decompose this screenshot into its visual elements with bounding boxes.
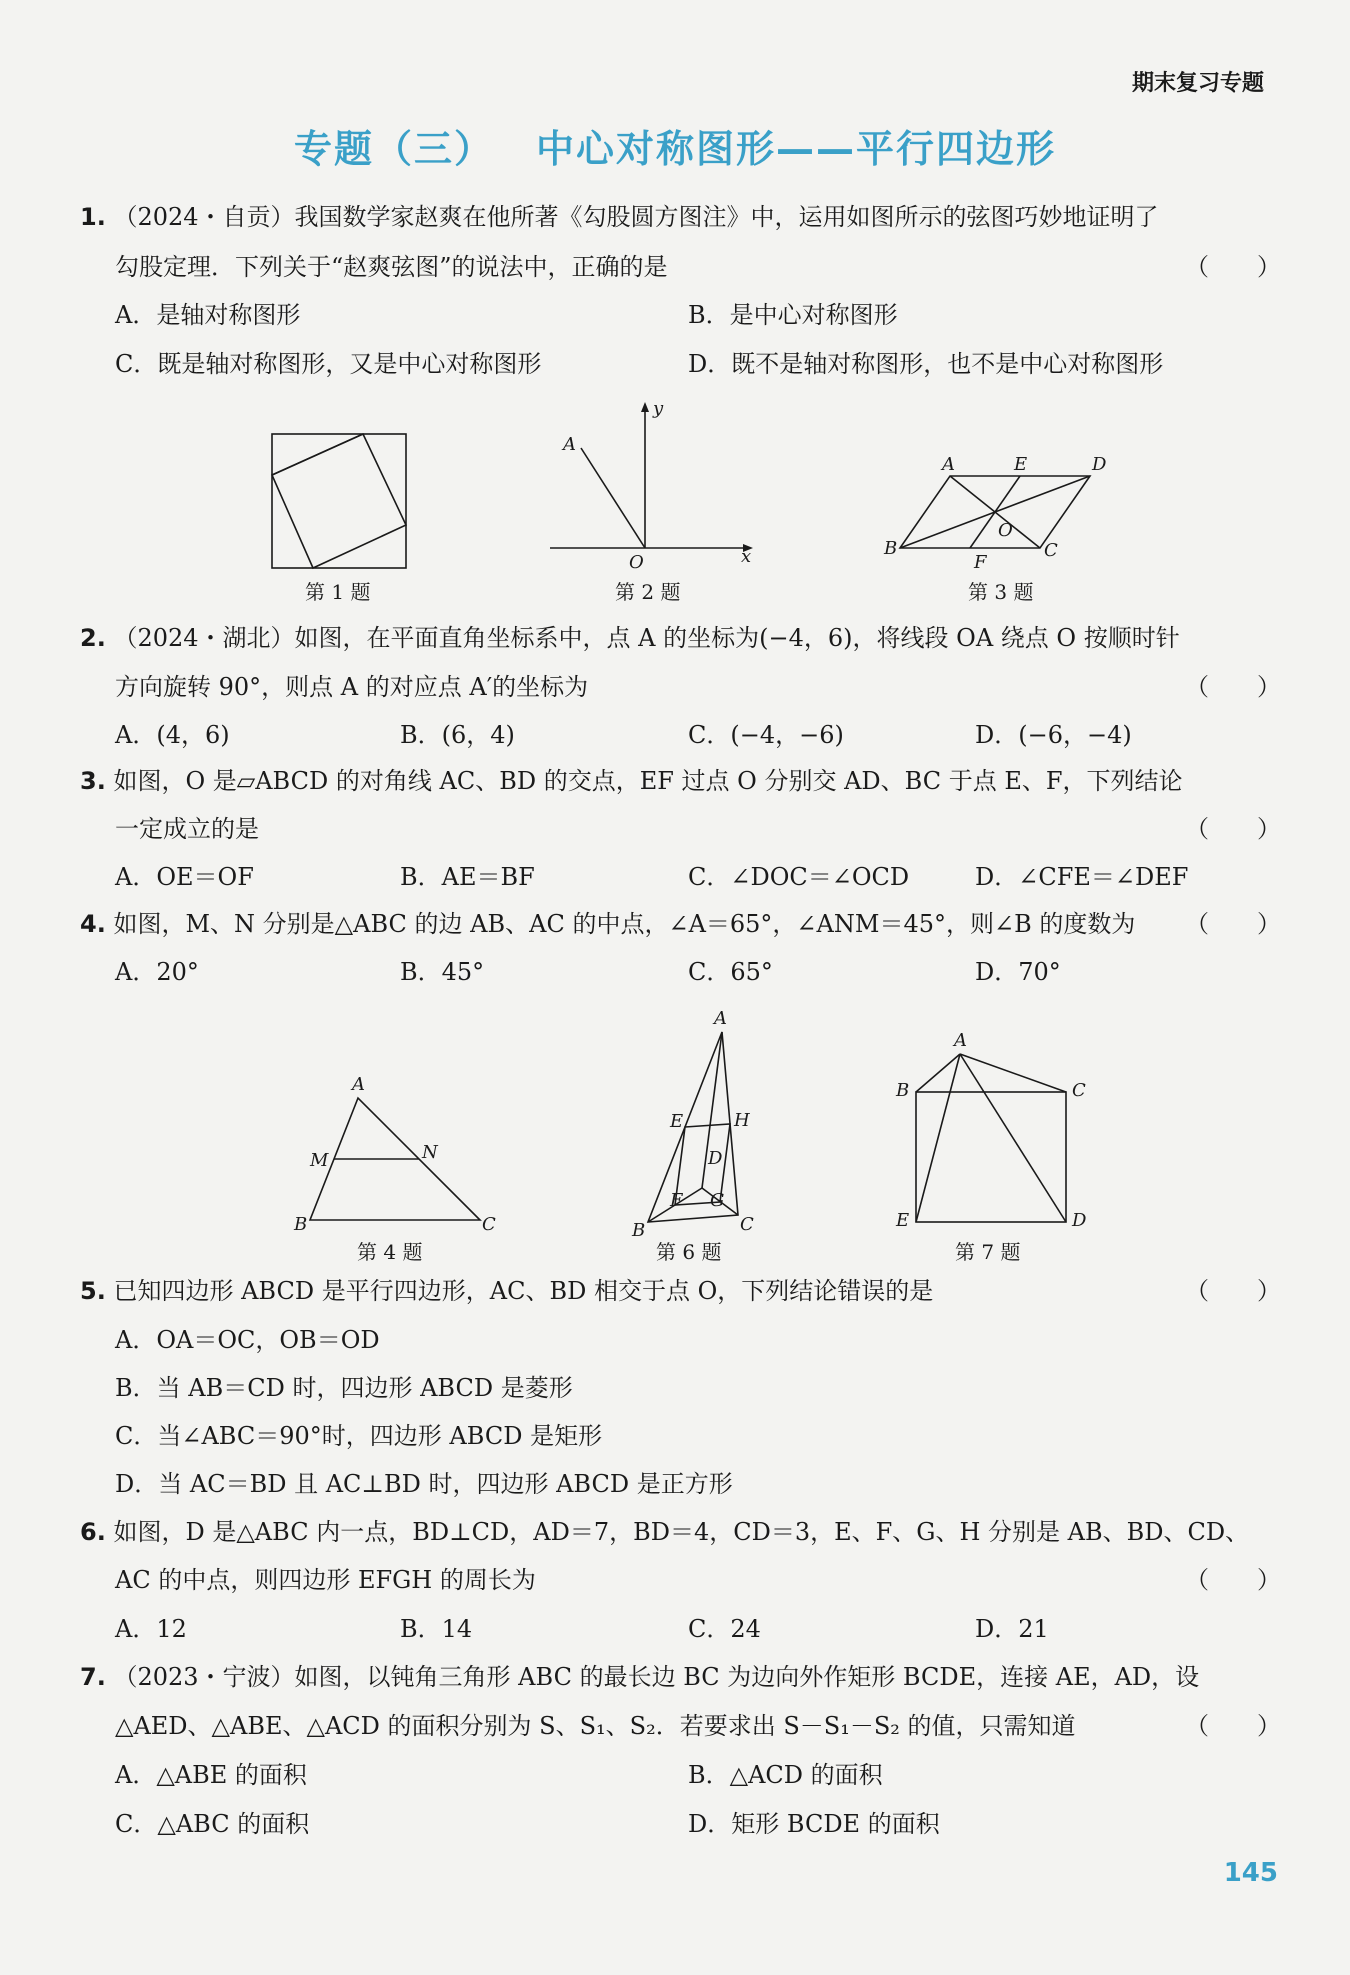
question-text: 如图，O 是▱ABCD 的对角线 AC、BD 的交点，EF 过点 O 分别交 AD、BC 于点 E、F，下列结论	[113, 767, 1183, 795]
fig3-label-f: F	[974, 552, 987, 573]
q6-option-b: B．14	[400, 1615, 473, 1643]
page-number: 145	[1223, 1858, 1278, 1888]
q2-option-b: B．(6，4)	[400, 721, 515, 749]
fig3-label-e: E	[1014, 454, 1028, 475]
q6-option-a: A．12	[115, 1615, 187, 1643]
q7-option-c: C．△ABC 的面积	[115, 1810, 310, 1838]
question-number: 7.	[80, 1663, 106, 1691]
fig2-label-x: x	[741, 546, 752, 567]
figure-6-caption: 第 6 题	[656, 1240, 722, 1264]
question-number: 5.	[80, 1277, 106, 1305]
fig2-label-o: O	[629, 552, 644, 573]
fig4-label-m: M	[310, 1150, 329, 1171]
q5-option-c: C．当∠ABC＝90°时，四边形 ABCD 是矩形	[115, 1422, 603, 1450]
question-3-line-1	[80, 766, 1183, 796]
fig2-label-a: A	[563, 434, 576, 455]
q2-option-a: A．(4，6)	[115, 721, 230, 749]
question-4-line-1	[80, 909, 1135, 939]
figure-7-rectangle	[890, 1030, 1090, 1234]
header-label: 期末复习专题	[1131, 71, 1264, 96]
figure-7-caption: 第 7 题	[955, 1240, 1021, 1264]
q1-option-a: A．是轴对称图形	[115, 301, 301, 329]
fig7-label-a: A	[954, 1030, 967, 1051]
question-number: 6.	[80, 1518, 106, 1546]
q6-option-d: D．21	[975, 1615, 1049, 1643]
fig3-label-c: C	[1044, 540, 1058, 561]
fig3-label-o: O	[998, 520, 1013, 541]
answer-paren: （ ）	[1185, 1277, 1281, 1305]
q5-option-d: D．当 AC＝BD 且 AC⊥BD 时，四边形 ABCD 是正方形	[115, 1470, 733, 1498]
figure-2-caption: 第 2 题	[615, 580, 681, 604]
question-7-line-1	[80, 1662, 1199, 1692]
fig3-label-a: A	[942, 454, 955, 475]
figure-4-triangle	[290, 1070, 510, 1244]
answer-paren: （ ）	[1185, 910, 1281, 938]
q4-option-a: A．20°	[115, 958, 199, 986]
answer-paren: （ ）	[1185, 673, 1281, 701]
fig6-label-c: C	[740, 1214, 754, 1235]
fig4-label-b: B	[294, 1214, 308, 1235]
fig6-label-e: E	[670, 1111, 684, 1132]
answer-paren: （ ）	[1185, 1566, 1281, 1594]
title-left: 专题（三）	[293, 127, 494, 171]
fig6-label-h: H	[734, 1110, 750, 1131]
q6-option-c: C．24	[688, 1615, 761, 1643]
fig7-label-d: D	[1072, 1210, 1087, 1231]
question-number: 3.	[80, 767, 106, 795]
figure-1-caption: 第 1 题	[305, 580, 371, 604]
fig4-label-n: N	[422, 1142, 438, 1163]
q2-option-d: D．(−6，−4)	[975, 721, 1132, 749]
fig3-label-d: D	[1092, 454, 1107, 475]
q4-option-b: B．45°	[400, 958, 485, 986]
figure-2-coordinate-plane	[545, 400, 765, 584]
q1-option-c: C．既是轴对称图形，又是中心对称图形	[115, 350, 542, 378]
question-text: 如图，D 是△ABC 内一点，BD⊥CD，AD＝7，BD＝4，CD＝3，E、F、G、H 分别是 AB、BD、CD、	[113, 1518, 1250, 1546]
q4-option-d: D．70°	[975, 958, 1061, 986]
figure-6-triangle	[630, 1010, 770, 1244]
answer-paren: （ ）	[1185, 1712, 1281, 1740]
question-text: （2024・自贡）我国数学家赵爽在他所著《勾股圆方图注》中，运用如图所示的弦图巧妙地证明了	[113, 203, 1159, 231]
title-right: 中心对称图形——平行四边形	[536, 127, 1057, 171]
question-number: 2.	[80, 624, 106, 652]
q1-option-b: B．是中心对称图形	[688, 301, 898, 329]
question-1-line-2: 勾股定理．下列关于“赵爽弦图”的说法中，正确的是	[115, 253, 668, 281]
fig2-label-y: y	[653, 398, 664, 419]
question-7-line-2: △AED、△ABE、△ACD 的面积分别为 S、S₁、S₂．若要求出 S－S₁－S₂ 的值，只需知道	[115, 1712, 1076, 1740]
fig4-label-a: A	[352, 1074, 365, 1095]
q3-option-b: B．AE＝BF	[400, 863, 535, 891]
fig6-label-d: D	[708, 1148, 723, 1169]
answer-paren: （ ）	[1185, 253, 1281, 281]
fig7-label-b: B	[896, 1080, 910, 1101]
q1-option-d: D．既不是轴对称图形，也不是中心对称图形	[688, 350, 1164, 378]
question-text: （2024・湖北）如图，在平面直角坐标系中，点 A 的坐标为(−4，6)，将线段 OA 绕点 O 按顺时针	[113, 624, 1180, 652]
q5-option-a: A．OA＝OC，OB＝OD	[115, 1326, 380, 1354]
page-title	[0, 118, 1350, 173]
question-1-line-1	[80, 202, 1159, 232]
question-5-line-1	[80, 1276, 933, 1306]
question-2-line-1	[80, 623, 1180, 653]
question-number: 1.	[80, 203, 106, 231]
q3-option-a: A．OE＝OF	[115, 863, 254, 891]
q7-option-a: A．△ABE 的面积	[115, 1761, 307, 1789]
q7-option-b: B．△ACD 的面积	[688, 1761, 883, 1789]
figure-3-caption: 第 3 题	[968, 580, 1034, 604]
answer-paren: （ ）	[1185, 815, 1281, 843]
q5-option-b: B．当 AB＝CD 时，四边形 ABCD 是菱形	[115, 1374, 573, 1402]
fig6-label-f: F	[670, 1190, 683, 1211]
fig3-label-b: B	[884, 538, 898, 559]
figure-3-parallelogram	[884, 452, 1120, 576]
question-number: 4.	[80, 910, 106, 938]
q2-option-c: C．(−4，−6)	[688, 721, 844, 749]
q7-option-d: D．矩形 BCDE 的面积	[688, 1810, 940, 1838]
question-text: （2023・宁波）如图，以钝角三角形 ABC 的最长边 BC 为边向外作矩形 BCDE，连接 AE，AD，设	[113, 1663, 1200, 1691]
question-3-line-2: 一定成立的是	[115, 815, 259, 843]
question-6-line-2: AC 的中点，则四边形 EFGH 的周长为	[115, 1566, 536, 1594]
question-text: 如图，M、N 分别是△ABC 的边 AB、AC 的中点，∠A＝65°，∠ANM＝45°，则∠B 的度数为	[113, 910, 1136, 938]
question-6-line-1	[80, 1517, 1249, 1547]
q3-option-d: D．∠CFE＝∠DEF	[975, 863, 1189, 891]
fig6-label-b: B	[632, 1220, 646, 1241]
fig7-label-c: C	[1072, 1080, 1086, 1101]
figure-1-chord-diagram	[270, 432, 410, 576]
fig7-label-e: E	[896, 1210, 910, 1231]
figure-4-caption: 第 4 题	[357, 1240, 423, 1264]
question-2-line-2: 方向旋转 90°，则点 A 的对应点 A′的坐标为	[115, 673, 589, 701]
q4-option-c: C．65°	[688, 958, 773, 986]
fig4-label-c: C	[482, 1214, 496, 1235]
fig6-label-a: A	[714, 1008, 727, 1029]
question-text: 已知四边形 ABCD 是平行四边形，AC、BD 相交于点 O，下列结论错误的是	[113, 1277, 934, 1305]
fig6-label-g: G	[710, 1190, 725, 1211]
q3-option-c: C．∠DOC＝∠OCD	[688, 863, 910, 891]
